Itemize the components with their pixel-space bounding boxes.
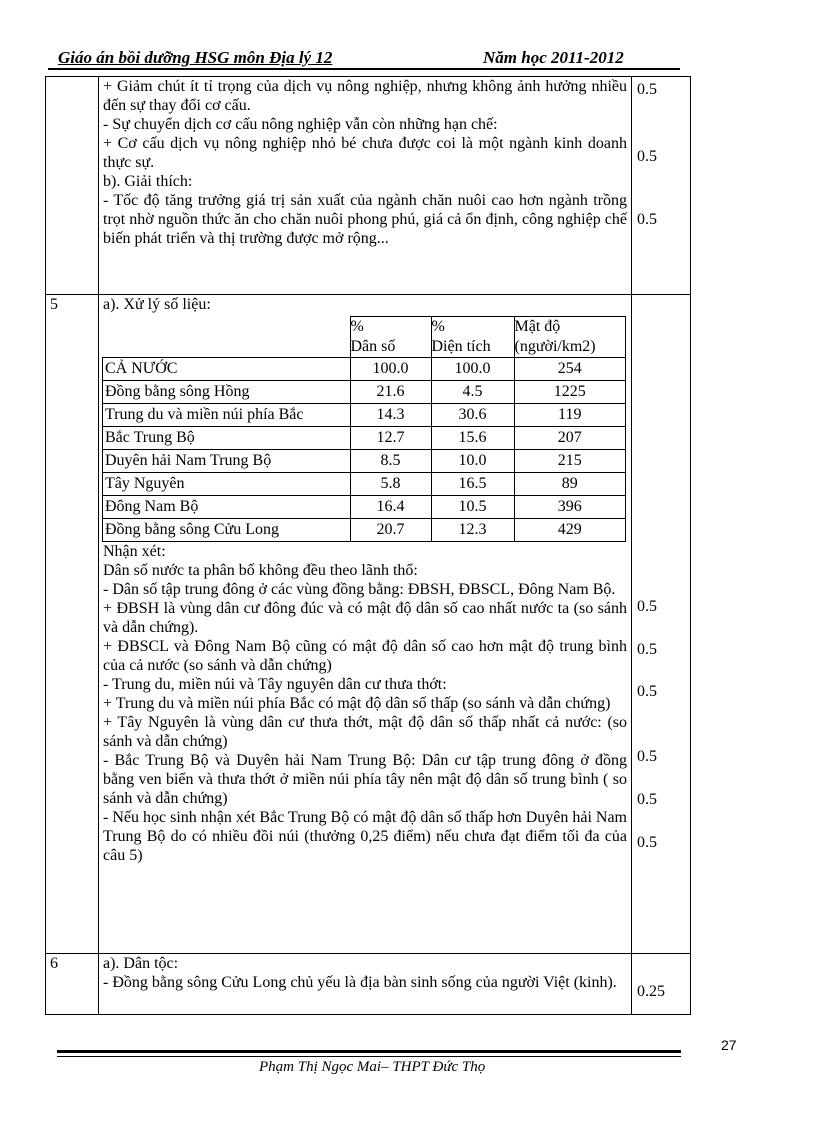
comment-line: - Bắc Trung Bộ và Duyên hải Nam Trung Bộ: Dân cư tập trung đông ở đồng bằng ven biển và thưa thớt ở miền núi phía tây nên mật độ dân số trung bình ( so sánh và dẫn chứng): [103, 752, 627, 807]
answer-heading: a). Xử lý số liệu:: [103, 296, 211, 313]
population-row: Đông Nam Bộ 16.4 10.5 396: [103, 496, 626, 519]
score-value: 0.5: [637, 148, 657, 165]
score-value: 0.5: [637, 834, 657, 851]
answer-table: [45, 76, 691, 1015]
population-row: Trung du và miền núi phía Bắc 14.3 30.6 119: [103, 404, 626, 427]
score-value: 0.5: [637, 81, 657, 98]
answer-line: b). Giải thích:: [103, 173, 193, 190]
answer-content: [99, 295, 632, 954]
population-table-header: [103, 317, 626, 358]
comment-line: - Trung du, miền núi và Tây nguyên dân cư thưa thớt:: [103, 676, 447, 693]
population-table: [102, 316, 626, 542]
score-cell: [632, 954, 691, 1015]
answer-content: [99, 77, 632, 295]
answer-line: + Cơ cấu dịch vụ nông nghiệp nhỏ bé chưa được coi là một ngành kinh doanh thực sự.: [103, 135, 627, 171]
comment-line: Dân số nước ta phân bố không đều theo lãnh thổ:: [103, 562, 418, 579]
question-number: 6: [46, 954, 99, 1015]
answer-line: - Tốc độ tăng trưởng giá trị sản xuất của ngành chăn nuôi cao hơn ngành trồng trọt nhờ nguồn thức ăn cho chăn nuôi phong phú, giá cả ổn định, công nghiệp chế biến phát triển và thị trường được mở rộng...: [103, 192, 627, 247]
score-cell: [632, 77, 691, 295]
comment-line: + ĐBSH là vùng dân cư đông đúc và có mật độ dân số cao nhất nước ta (so sánh và dẫn chứng).: [103, 600, 627, 636]
score-value: 0.5: [637, 683, 657, 700]
population-row: Tây Nguyên 5.8 16.5 89: [103, 473, 626, 496]
header-year: Năm học 2011-2012: [483, 48, 624, 67]
column-header: % Dân số: [350, 317, 431, 358]
table-row: [46, 954, 691, 1015]
score-value: 0.5: [637, 211, 657, 228]
question-number-cell: [46, 77, 99, 295]
score-value: 0.5: [637, 598, 657, 615]
column-header: % Diện tích: [431, 317, 514, 358]
population-row: Bắc Trung Bộ 12.7 15.6 207: [103, 427, 626, 450]
comment-line: - Dân số tập trung đông ở các vùng đồng bằng: ĐBSH, ĐBSCL, Đông Nam Bộ.: [103, 581, 616, 598]
page-number: 27: [721, 1037, 737, 1053]
population-row: CẢ NƯỚC 100.0 100.0 254: [103, 358, 626, 381]
comment-line: + ĐBSCL và Đông Nam Bộ cũng có mật độ dân số cao hơn mật độ trung bình của cả nước (so sánh và dẫn chứng): [103, 638, 627, 674]
answer-line: - Sự chuyển dịch cơ cấu nông nghiệp vẫn còn những hạn chế:: [103, 116, 498, 133]
score-cell: [632, 295, 691, 954]
footer-rule-thick: [57, 1050, 681, 1053]
footer-author: Phạm Thị Ngọc Mai– THPT Đức Thọ: [259, 1059, 486, 1075]
header-rule: [48, 68, 680, 70]
table-row: [46, 295, 691, 954]
score-value: 0.5: [637, 791, 657, 808]
footer-rule-thin: [57, 1056, 681, 1057]
comment-line: - Nếu học sinh nhận xét Bắc Trung Bộ có mật độ dân số thấp hơn Duyên hải Nam Trung Bộ do có nhiều đồi núi (thưởng 0,25 điểm) nếu chưa đạt điểm tối đa của câu 5): [103, 809, 627, 864]
page-header: [58, 48, 678, 68]
answer-line: + Giảm chút ít tỉ trọng của dịch vụ nông nghiệp, nhưng không ảnh hưởng nhiều đến sự thay đổi cơ cấu.: [103, 78, 627, 114]
comment-line: Nhận xét:: [103, 543, 166, 560]
comment-line: + Trung du và miền núi phía Bắc có mật độ dân số thấp (so sánh và dẫn chứng): [103, 695, 611, 712]
score-value: 0.5: [637, 641, 657, 658]
table-row: [46, 77, 691, 295]
column-header: Mật độ (người/km2): [514, 317, 626, 358]
answer-content: [99, 954, 632, 1015]
score-value: 0.25: [637, 983, 665, 1000]
blank-header: [103, 317, 351, 358]
population-row: Đồng bằng sông Hồng 21.6 4.5 1225: [103, 381, 626, 404]
population-row: Duyên hải Nam Trung Bộ 8.5 10.0 215: [103, 450, 626, 473]
answer-line: a). Dân tộc:: [103, 955, 179, 972]
score-value: 0.5: [637, 748, 657, 765]
comment-line: + Tây Nguyên là vùng dân cư thưa thớt, mật độ dân số thấp nhất cả nước: (so sánh và dẫn chứng): [103, 714, 627, 750]
header-title: Giáo án bồi dưỡng HSG môn Địa lý 12: [58, 48, 333, 67]
population-row: Đồng bằng sông Cửu Long 20.7 12.3 429: [103, 519, 626, 542]
answer-line: - Đồng bằng sông Cửu Long chủ yếu là địa bàn sinh sống của người Việt (kinh).: [103, 974, 617, 991]
question-number: 5: [46, 295, 99, 954]
